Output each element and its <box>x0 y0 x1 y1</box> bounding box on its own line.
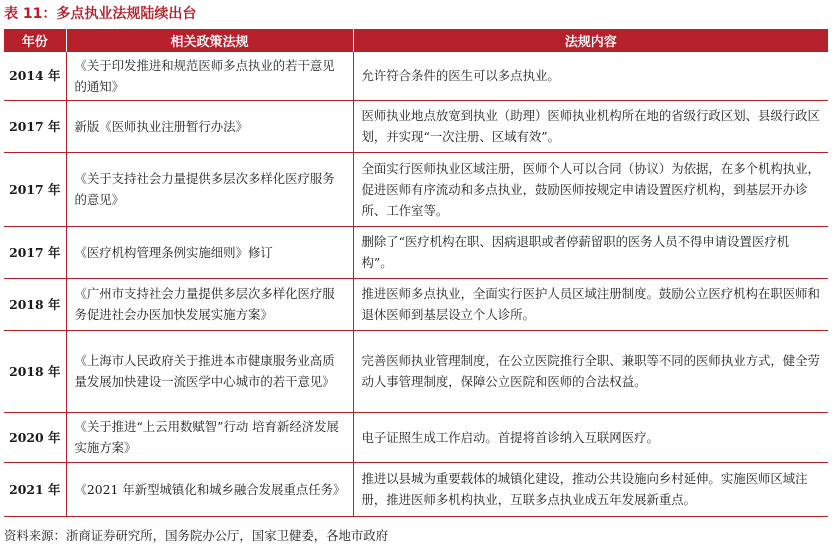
row-content: 允许符合条件的医生可以多点执业。 <box>353 52 828 100</box>
header-content: 法规内容 <box>353 29 828 52</box>
table-row <box>4 226 828 278</box>
table-row <box>4 462 828 516</box>
row-content: 全面实行医师执业区域注册，医师个人可以合同（协议）为依据，在多个机构执业，促进医师有序流动和多点执业，鼓励医师按规定申请设置医疗机构，到基层开办诊所、工作室等。 <box>353 152 828 226</box>
row-policy: 《关于印发推进和规范医师多点执业的若干意见的通知》 <box>66 52 353 100</box>
header-year: 年份 <box>4 29 66 52</box>
source-note: 资料来源：浙商证券研究所，国务院办公厅，国家卫健委，各地市政府 <box>4 528 389 543</box>
table-row <box>4 100 828 152</box>
row-content: 推进以县城为重要载体的城镇化建设，推动公共设施向乡村延伸。实施医师区域注册，推进医师多机构执业，互联多点执业成五年发展新重点。 <box>353 462 828 516</box>
row-content: 医师执业地点放宽到执业（助理）医师执业机构所在地的省级行政区划、县级行政区划，并实现“一次注册、区域有效”。 <box>353 100 828 152</box>
row-policy: 《关于推进“上云用数赋智”行动 培育新经济发展实施方案》 <box>66 412 353 462</box>
row-content: 推进医师多点执业，全面实行医护人员区域注册制度。鼓励公立医疗机构在职医师和退休医师到基层设立个人诊所。 <box>353 278 828 330</box>
policy-table <box>4 29 828 517</box>
table-row <box>4 152 828 226</box>
row-content: 电子证照生成工作启动。首提将首诊纳入互联网医疗。 <box>353 412 828 462</box>
row-content: 完善医师执业管理制度，在公立医院推行全职、兼职等不同的医师执业方式，健全劳动人事管理制度，保障公立医院和医师的合法权益。 <box>353 330 828 412</box>
row-year: 2017 年 <box>4 152 66 226</box>
row-policy: 新版《医师执业注册暂行办法》 <box>66 100 353 152</box>
row-content: 删除了“医疗机构在职、因病退职或者停薪留职的医务人员不得申请设置医疗机构”。 <box>353 226 828 278</box>
row-policy: 《广州市支持社会力量提供多层次多样化医疗服务促进社会办医加快发展实施方案》 <box>66 278 353 330</box>
row-year: 2020 年 <box>4 412 66 462</box>
row-year: 2017 年 <box>4 226 66 278</box>
row-policy: 《医疗机构管理条例实施细则》修订 <box>66 226 353 278</box>
row-policy: 《2021 年新型城镇化和城乡融合发展重点任务》 <box>66 462 353 516</box>
header-policy: 相关政策法规 <box>66 29 353 52</box>
row-year: 2017 年 <box>4 100 66 152</box>
row-year: 2014 年 <box>4 52 66 100</box>
table-row <box>4 330 828 412</box>
row-year: 2021 年 <box>4 462 66 516</box>
row-policy: 《上海市人民政府关于推进本市健康服务业高质量发展加快建设一流医学中心城市的若干意见》 <box>66 330 353 412</box>
table-row <box>4 52 828 100</box>
row-year: 2018 年 <box>4 330 66 412</box>
row-policy: 《关于支持社会力量提供多层次多样化医疗服务的意见》 <box>66 152 353 226</box>
table-header-row <box>4 29 828 52</box>
table-row <box>4 412 828 462</box>
table-title: 表 11：多点执业法规陆续出台 <box>4 6 197 22</box>
table-row <box>4 278 828 330</box>
row-year: 2018 年 <box>4 278 66 330</box>
